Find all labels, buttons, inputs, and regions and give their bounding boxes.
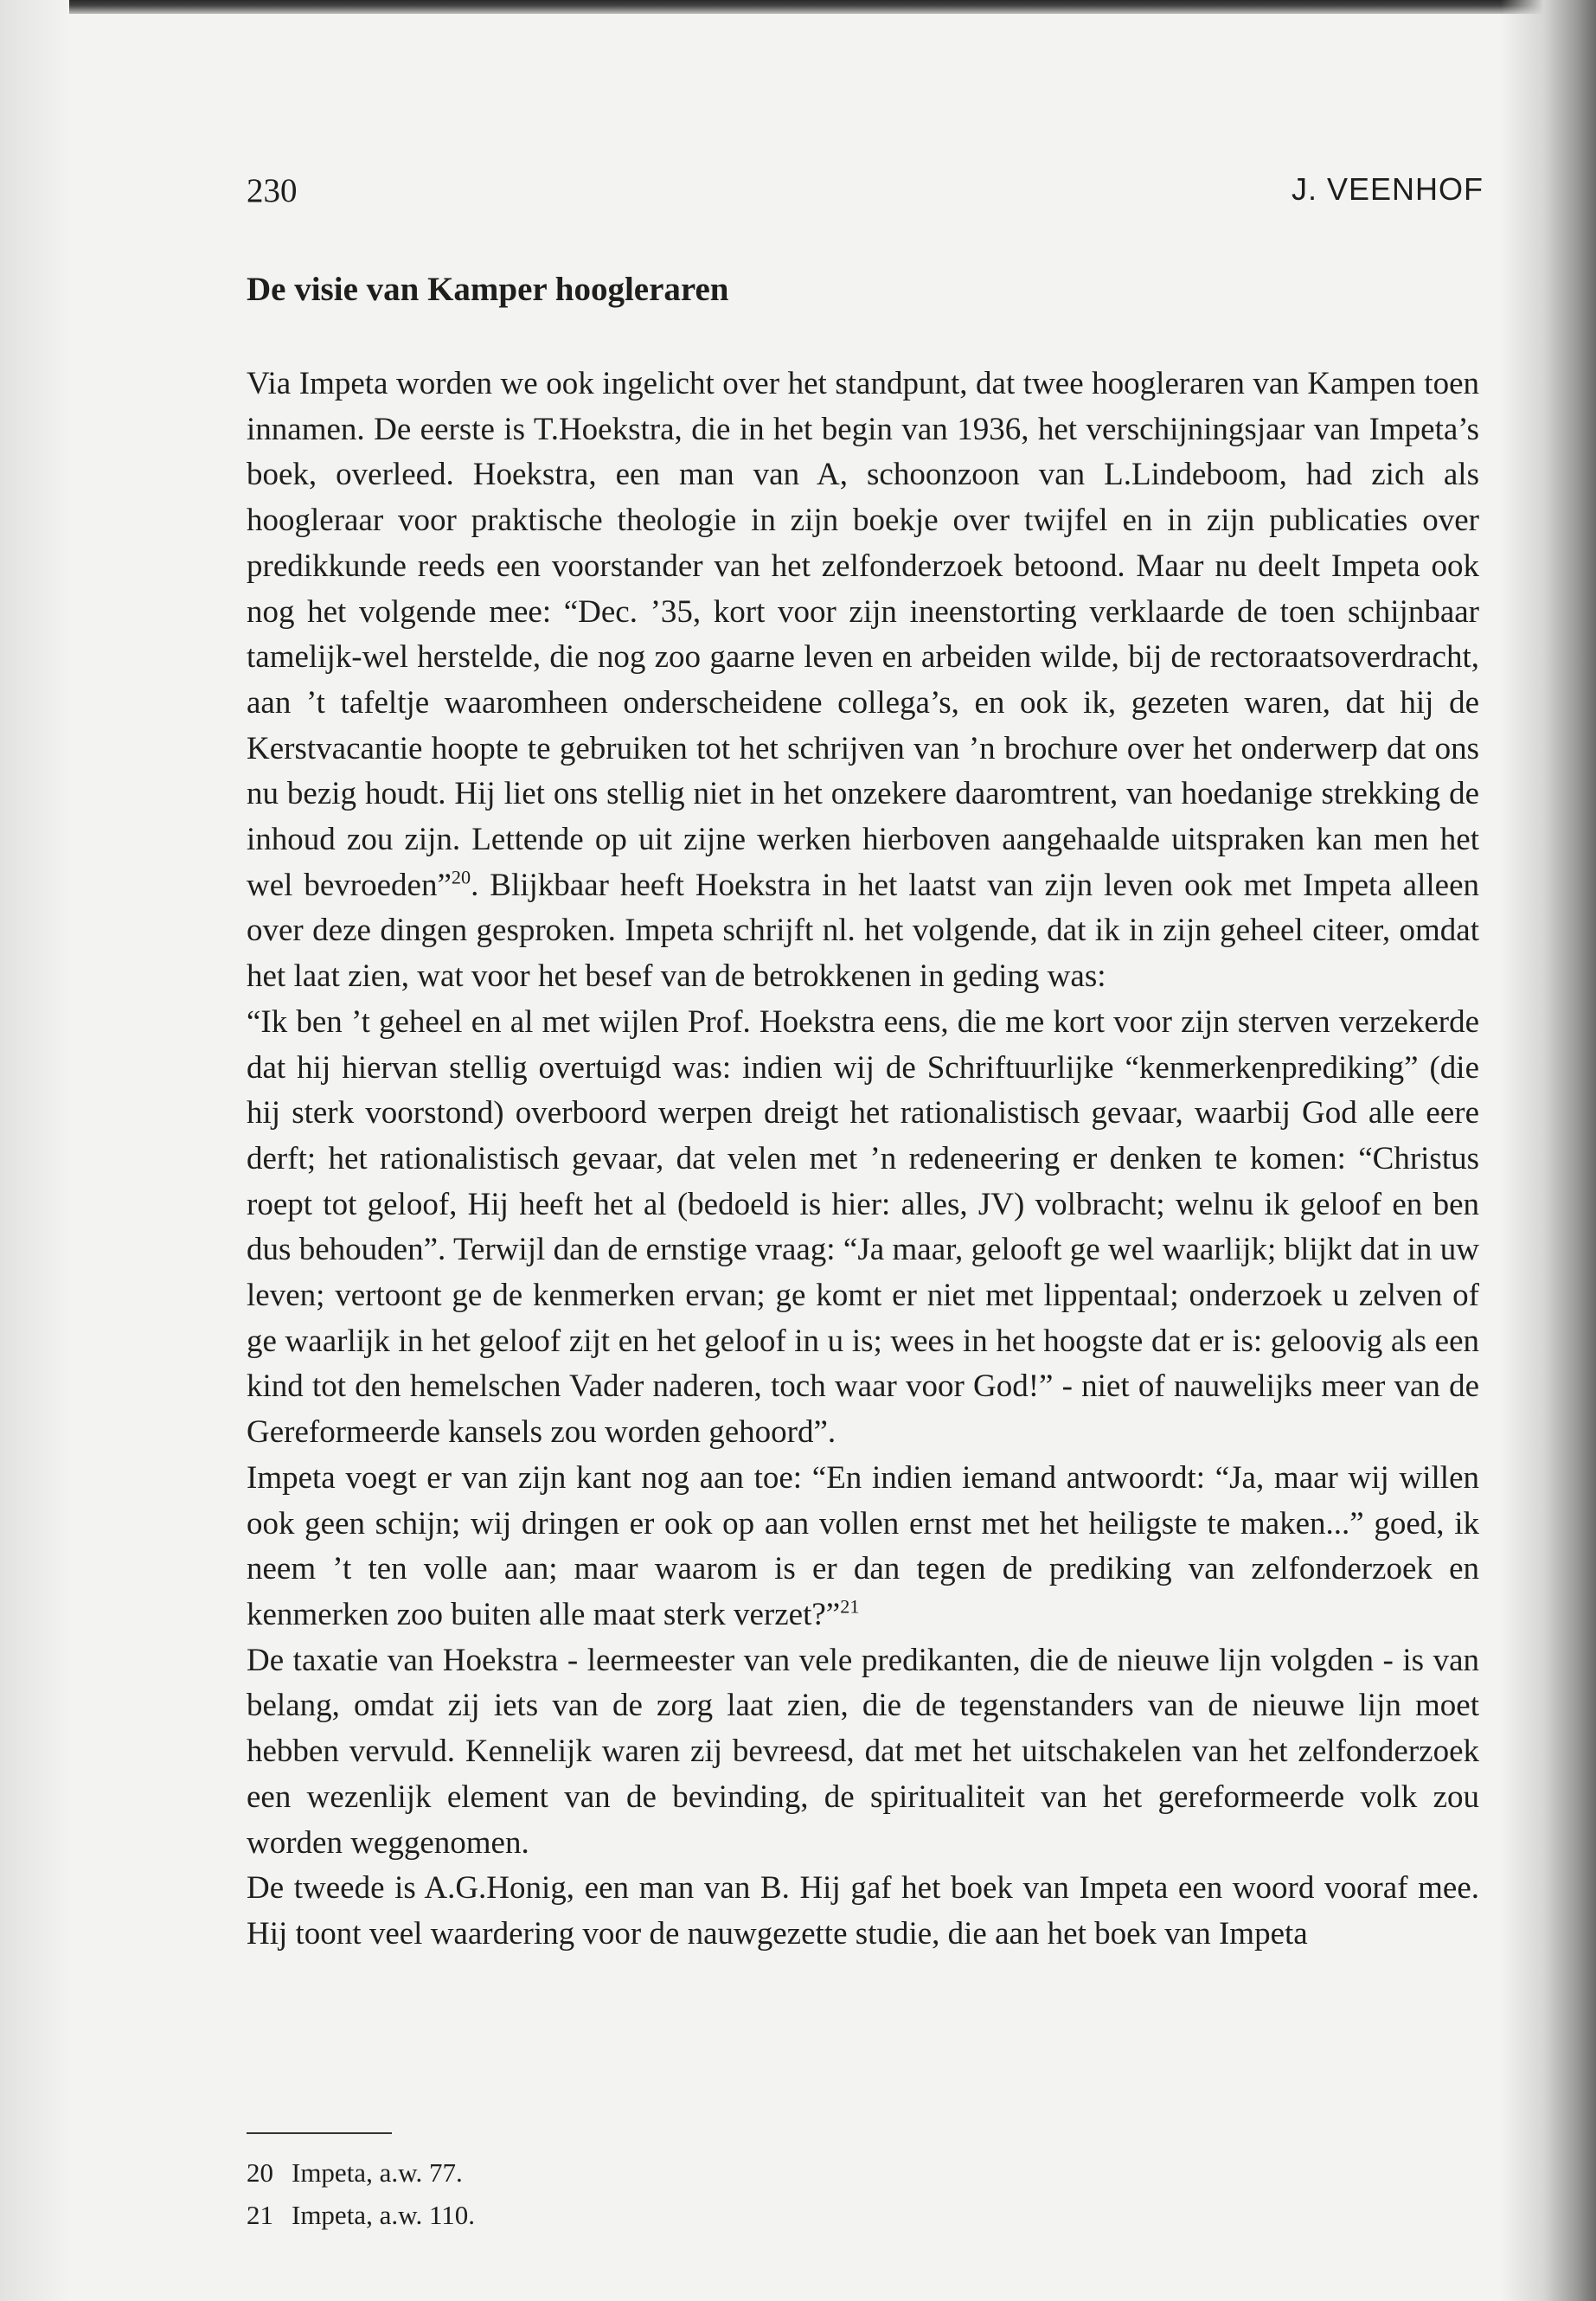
section-heading: De visie van Kamper hoogleraren: [247, 271, 729, 308]
running-head: [247, 171, 1484, 223]
footnote-20: [247, 2151, 1285, 2194]
footnotes: [247, 2151, 1285, 2236]
page-left-edge: [0, 0, 69, 2301]
book-spine-shadow: [1501, 0, 1596, 2301]
footnote-divider: [247, 2132, 392, 2134]
footnote-ref-20: 20: [451, 866, 471, 888]
paragraph-1: Via Impeta worden we ook ingelicht over het standpunt, dat twee hoogleraren van Kampen toen innamen. De eerste is T.Hoekstra, die in het begin van 1936, het verschijningsjaar van Impeta’s boek, overleed. Hoekstra, een man van A, schoonzoon van L.Lindeboom, had zich als hoogleraar voor praktische theologie in zijn boekje over twijfel en in zijn publicaties over predikkunde reeds een voorstander van het zelfonderzoek betoond. Maar nu deelt Impeta ook nog het volgende mee: “Dec. ’35, kort voor zijn ineenstorting verklaarde de toen schijnbaar tamelijk-wel herstelde, die nog zoo gaarne leven en arbeiden wilde, bij de rectoraatsoverdracht, aan ’t tafeltje waaromheen onderscheidene collega’s, en ook ik, gezeten waren, dat hij de Kerstvacantie hoopte te gebruiken tot het schrijven van ’n brochure over het onderwerp dat ons nu bezig houdt. Hij liet ons stellig niet in het onzekere daaromtrent, van hoedanige strekking de inhoud zou zijn. Lettende op uit zijne werken hierboven aangehaalde uitspraken kan men het wel bevroeden”$^{20}$. Blijkbaar heeft Hoekstra in het laatst van zijn leven ook met Impeta alleen over deze dingen gesproken. Impeta schrijft nl. het volgende, dat ik in zijn geheel citeer, omdat het laat zien, wat voor het besef van de betrokkenen in geding was:: [247, 366, 1479, 995]
footnote-text: Impeta, a.w. 110.: [292, 2200, 476, 2230]
footnote-21: [247, 2194, 1285, 2236]
page-number: 230: [247, 172, 298, 209]
footnote-text: Impeta, a.w. 77.: [292, 2157, 463, 2188]
page-top-edge: [0, 0, 1596, 14]
running-head-author: J. VEENHOF: [1291, 171, 1484, 207]
body-text: [247, 362, 1479, 1958]
paragraph-3: Impeta voegt er van zijn kant nog aan toe: “En indien iemand antwoordt: “Ja, maar wij willen ook geen schijn; wij dringen er ook op aan vollen ernst met het heiligste te maken...” goed, ik neem ’t ten volle aan; maar waarom is er dan tegen de prediking van zelfonderzoek en kenmerken zoo buiten alle maat sterk verzet?”$^{21}$: [247, 1459, 1479, 1632]
paragraph-5: De tweede is A.G.Honig, een man van B. Hij gaf het boek van Impeta een woord vooraf mee. Hij toont veel waardering voor de nauwgezette studie, die aan het boek van Impeta: [247, 1870, 1479, 1952]
footnote-number: 20: [247, 2157, 273, 2188]
footnote-number: 21: [247, 2200, 273, 2230]
paragraph-4: De taxatie van Hoekstra - leermeester van vele predikanten, die de nieuwe lijn volgden - is van belang, omdat zij iets van de zorg laat zien, die de tegenstanders van de nieuwe lijn moet hebben vervuld. Kennelijk waren zij bevreesd, dat met het uitschakelen van het zelfonderzoek een wezenlijk element van de bevinding, de spiritualiteit van het gereformeerde volk zou worden weggenomen.: [247, 1642, 1479, 1861]
paragraph-2: “Ik ben ’t geheel en al met wijlen Prof. Hoekstra eens, die me kort voor zijn sterven verzekerde dat hij hiervan stellig overtuigd was: indien wij de Schriftuurlijke “kenmerkenprediking” (die hij sterk voorstond) overboord werpen dreigt het rationalistisch gevaar, waarbij God alle eere derft; het rationalistisch gevaar, dat velen met ’n redeneering er denken te komen: “Christus roept tot geloof, Hij heeft het al (bedoeld is hier: alles, JV) volbracht; welnu ik geloof en ben dus behouden”. Terwijl dan de ernstige vraag: “Ja maar, gelooft ge wel waarlijk; blijkt dat in uw leven; vertoont ge de kenmerken ervan; ge komt er niet met lippentaal; onderzoek u zelven of ge waarlijk in het geloof zijt en het geloof in u is; wees in het hoogste dat er is: geloovig als een kind tot den hemelschen Vader naderen, toch waar voor God!” - niet of nauwelijks meer van de Gereformeerde kansels zou worden gehoord”.: [247, 1003, 1479, 1451]
footnote-ref-21: 21: [840, 1595, 860, 1618]
